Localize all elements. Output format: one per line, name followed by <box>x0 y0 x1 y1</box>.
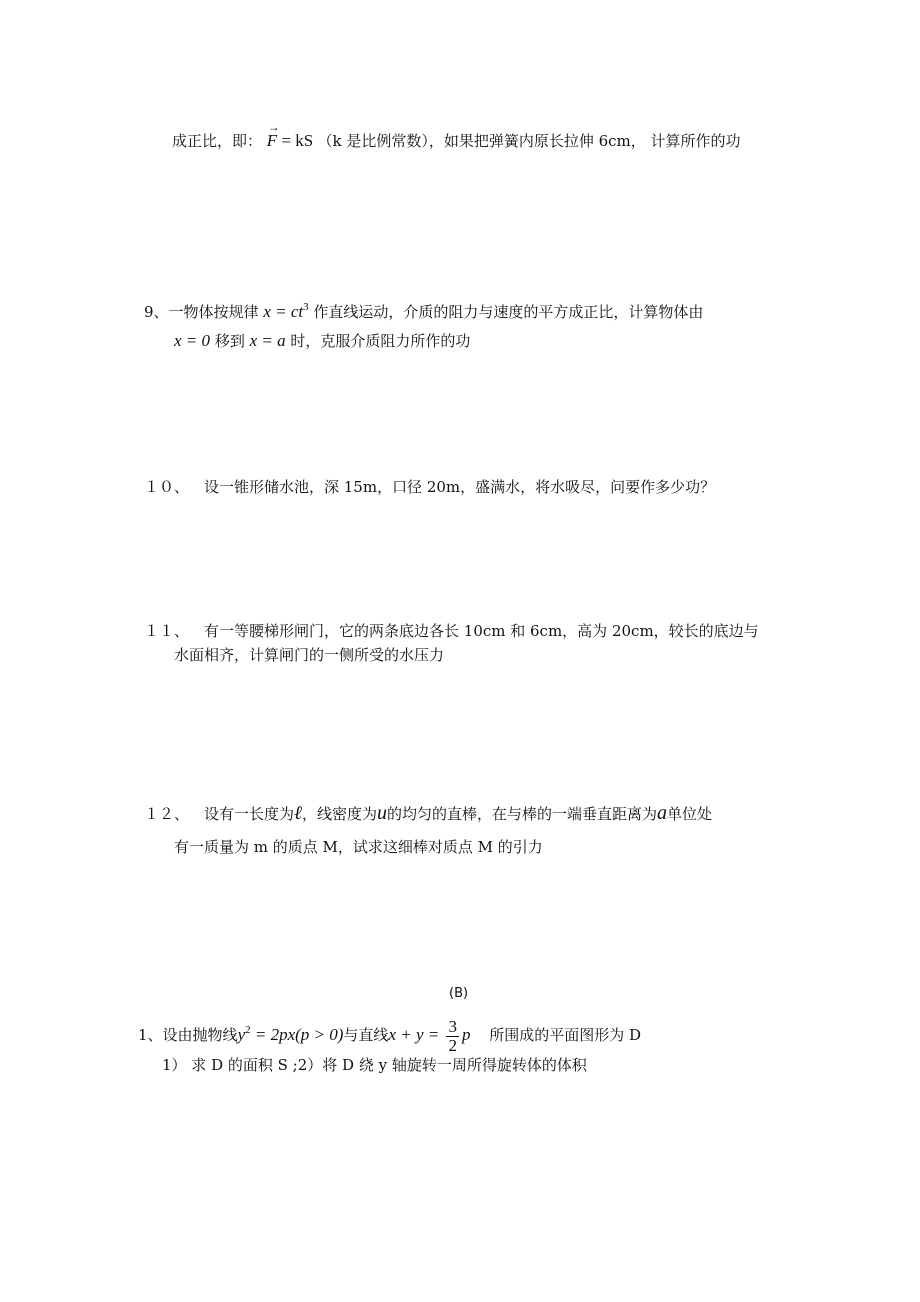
p11-text1: 有一等腰梯形闸门，它的两条底边各长 10cm 和 6cm，高为 20cm，较长的底边与 <box>204 622 759 640</box>
b1-text1: 设由抛物线 <box>162 1026 238 1044</box>
p12-distance-symbol: a <box>656 802 667 824</box>
p9-formula-start: x = 0 <box>174 331 211 350</box>
p8-prefix: 成正比，即： <box>172 132 263 150</box>
b1-text2: 与直线 <box>343 1026 389 1044</box>
force-vector: → F <box>267 130 277 152</box>
b1-parabola-formula: $y^2 = 2px(p > 0)$ <box>237 1024 344 1044</box>
problem-12-line2 <box>174 836 543 858</box>
problem-10-line <box>144 476 715 498</box>
p12-density-symbol: u <box>376 802 387 824</box>
b1-line-formula: x + y = $\frac{3}{2}$ p <box>388 1016 471 1055</box>
b1-text3: 所围成的平面图形为 D <box>489 1026 642 1044</box>
section-b-label: (B) <box>449 986 469 1001</box>
p12-text5: 有一质量为 m 的质点 M，试求这细棒对质点 M 的引力 <box>174 838 543 856</box>
p11-text2: 水面相齐，计算闸门的一侧所受的水压力 <box>174 646 445 664</box>
p9-number: 9、 <box>144 303 169 321</box>
p9-text4: 时，克服介质阻力所作的功 <box>290 332 471 350</box>
vector-arrow-icon: → <box>267 120 280 134</box>
problem-11-line2 <box>174 644 444 666</box>
p10-text: 设一锥形储水池，深 15m，口径 20m，盛满水，将水吸尽，问要作多少功？ <box>204 478 716 496</box>
p11-number: １１、 <box>144 622 190 640</box>
b1-number: 1、 <box>138 1026 163 1044</box>
p9-formula: $x = ct^3$ <box>263 301 309 321</box>
problem-9-line2 <box>174 330 470 352</box>
p9-text3: 移到 <box>214 332 245 350</box>
p9-formula-end: x = a <box>249 331 286 350</box>
p9-text2: 作直线运动，介质的阻力与速度的平方成正比，计算物体由 <box>313 303 704 321</box>
p12-length-symbol: ℓ <box>294 803 302 824</box>
problem-9-line1 <box>144 296 703 323</box>
p8-rest: （k 是比例常数），如果把弹簧内原长拉伸 6cm， 计算所作的功 <box>317 132 741 150</box>
p12-text3: 的均匀的直棒，在与棒的一端垂直距离为 <box>386 805 657 823</box>
b1-text4: 1） 求 D 的面积 S ;2）将 D 绕 y 轴旋转一周所得旋转体的体积 <box>162 1056 587 1074</box>
p12-text1: 设有一长度为 <box>204 805 295 823</box>
p12-text2: ，线密度为 <box>301 805 377 823</box>
fraction: $\frac{3}{2}$ <box>448 1016 457 1055</box>
b-problem-1-line1 <box>138 1012 641 1055</box>
b-problem-1-line2 <box>162 1054 587 1076</box>
p8-formula: → F = kS <box>267 131 318 150</box>
p12-number: １２、 <box>144 805 190 823</box>
problem-11-line1 <box>144 620 759 642</box>
problem-12-line1 <box>144 802 712 825</box>
p10-number: １０、 <box>144 478 190 496</box>
problem-8-line <box>172 120 741 152</box>
p9-text1: 一物体按规律 <box>168 303 259 321</box>
p12-text4: 单位处 <box>666 805 712 823</box>
